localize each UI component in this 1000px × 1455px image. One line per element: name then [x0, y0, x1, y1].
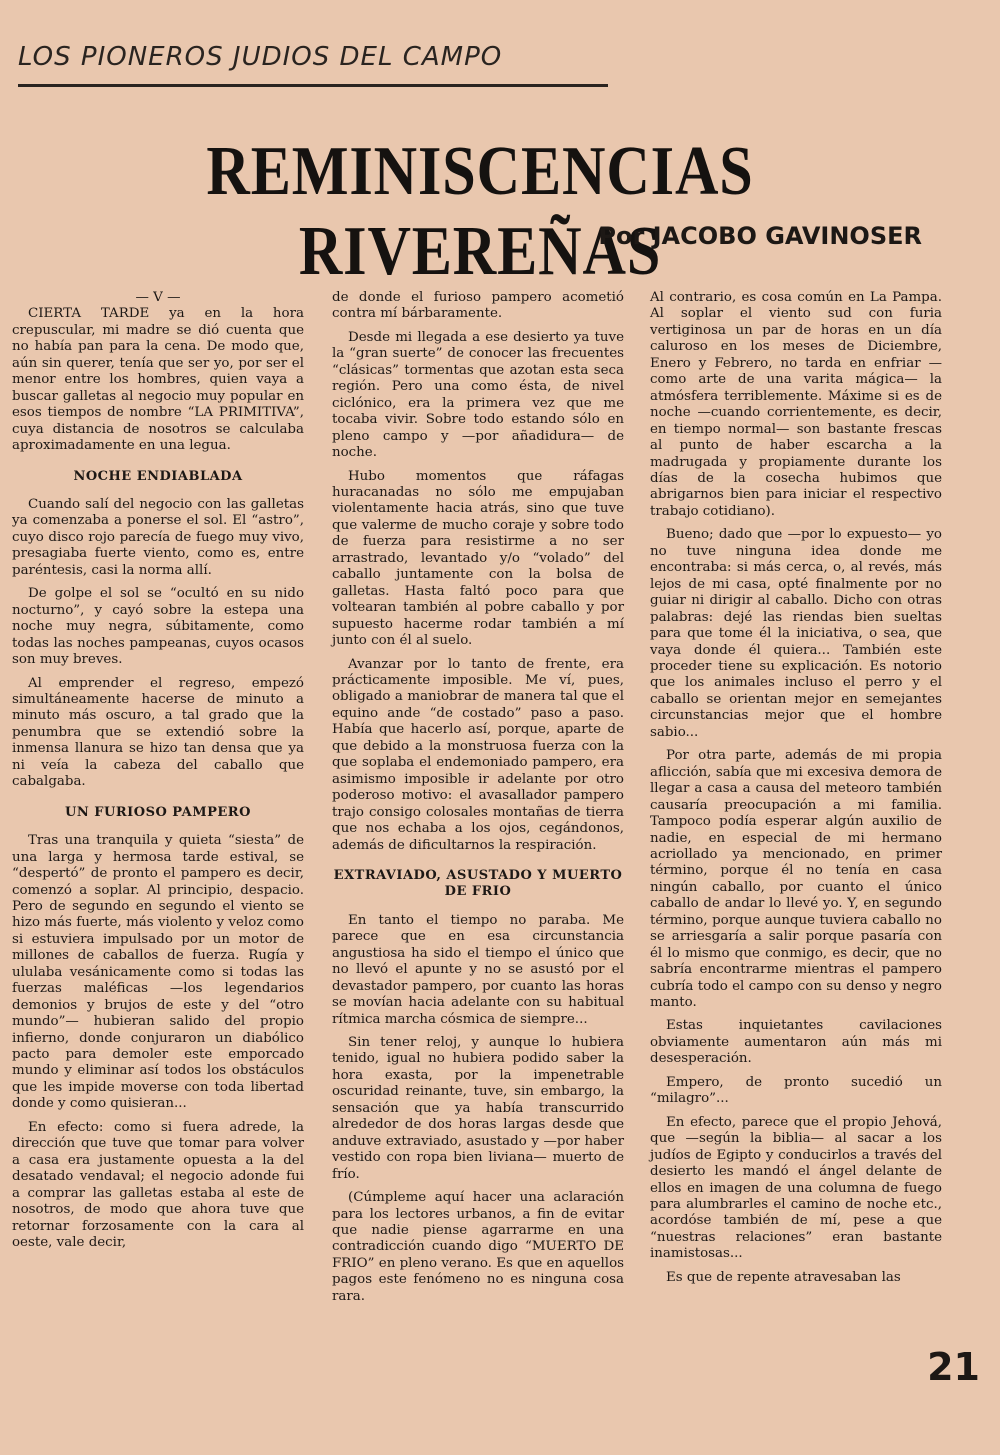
- paragraph: Cuando salí del negocio con las galletas ya comenzaba a ponerse el sol. El “astro”, cuyo disco rojo parecía de fuego muy vivo, presagiaba fuerte viento, como es, entre paréntesis, casi la norma allí.: [12, 496, 304, 578]
- paragraph: Al contrario, es cosa común en La Pampa. Al soplar el viento sud con furia vertiginosa un par de horas en un día caluroso en los meses de Diciembre, Enero y Febrero, no tarda en enfriar —como arte de una varita mágica— la atmósfera terriblemente. Máxime si es de noche —cuando corrientemente, es decir, en tiempo normal— son bastante frescas al punto de haber escarcha a la madrugada y propiamente durante los días de la cosecha hubimos que abrigarnos bien para iniciar el respectivo trabajo cotidiano).: [650, 290, 942, 519]
- paragraph: En tanto el tiempo no paraba. Me parece que en esa circunstancia angustiosa ha sido el tiempo el único que no llevó el apunte y no se asustó por el devastador pampero, por cuanto las horas se movían hacia adelante con su habitual rítmica marcha cósmica de siempre...: [332, 912, 624, 1027]
- paragraph: Por otra parte, además de mi propia aflicción, sabía que mi excesiva demora de llegar a casa a causa del meteoro también causaría preocupación a mi familia. Tampoco podía esperar algún auxilio de nadie, en especial de mi hermano acriollado ya mencionado, en primer término, porque él no tenía en casa ningún caballo, por cuanto el único caballo de andar lo llevé yo. Y, en segundo término, porque aunque tuviera caballo no se arriesgaría a salir porque pasaría con él lo mismo que conmigo, es decir, que no sabría encontrarme mientras el pampero cubría todo el campo con su denso y negro manto.: [650, 748, 942, 1011]
- paragraph: Al emprender el regreso, empezó simultáneamente hacerse de minuto a minuto más oscuro, a tal grado que la penumbra que se extendió sobre la inmensa llanura se hizo tan densa que ya ni veía la cabeza del caballo que cabalgaba.: [12, 675, 304, 790]
- chapter-marker: — V —: [135, 290, 181, 305]
- column-1: [12, 290, 304, 1258]
- paragraph: Es que de repente atravesaban las: [666, 1269, 901, 1285]
- paragraph: En efecto: como si fuera adrede, la dirección que tuve que tomar para volver a casa era justamente opuesta a la del desatado vendaval; el negocio adonde fui a comprar las galletas estaba al este de nosotros, de modo que ahora tuve que retornar forzosamente con la cara al oeste, vale decir,: [12, 1119, 304, 1251]
- paragraph: CIERTA TARDE ya en la hora crepuscular, mi madre se dió cuenta que no había pan para la cena. De modo que, aún sin querer, tenía que ser yo, por ser el menor entre los hombres, quien vaya a buscar galletas al negocio muy popular en esos tiempos de nombre “LA PRIMITIVA”, cuya distancia de nosotros se calculaba aproximadamente en una legua.: [12, 306, 304, 454]
- page-number: 21: [927, 1345, 980, 1389]
- paragraph: De golpe el sol se “ocultó en su nido nocturno”, y cayó sobre la estepa una noche muy negra, súbitamente, como todas las noches pampeanas, cuyos ocasos son muy breves.: [12, 586, 304, 668]
- subheading: EXTRAVIADO, ASUSTADO Y MUERTO DE FRIO: [333, 867, 623, 900]
- paragraph: Sin tener reloj, y aunque lo hubiera tenido, igual no hubiera podido saber la hora exasta, por la impenetrable oscuridad reinante, tuve, sin embargo, la sensación que ya había transcurrido alrededor de dos horas largas desde que anduve extraviado, asustado y —por haber vestido con ropa bien liviana— muerto de frío.: [332, 1035, 624, 1182]
- paragraph: En efecto, parece que el propio Jehová, que —según la biblia— al sacar a los judíos de Egipto y conducirlos a través del desierto les mandó el ángel delante de ellos en imagen de una columna de fuego para alumbrarles el camino de noche etc., acordóse también de mí, pese a que “nuestras relaciones” eran bastante inamistosas...: [650, 1114, 942, 1262]
- column-2: [332, 290, 624, 1312]
- paragraph: Avanzar por lo tanto de frente, era prácticamente imposible. Me ví, pues, obligado a maniobrar de manera tal que el equino ande “de costado” paso a paso. Había que hacerlo así, porque, aparte de que debido a la monstruosa fuerza con la que soplaba el endemoniado pampero, era asimismo imposible ir adelante por otro poderoso motivo: el avasallador pampero trajo consigo colosales montañas de tierra que nos echaba a los ojos, cegándonos, además de dificultarnos la respiración.: [332, 656, 624, 853]
- paragraph: de donde el furioso pampero acometió contra mí bárbaramente.: [332, 290, 624, 322]
- article-title: REMINISCENCIAS RIVEREÑAS: [206, 133, 754, 290]
- byline: Por JACOBO GAVINOSER: [598, 222, 922, 250]
- subheading: NOCHE ENDIABLADA: [73, 468, 243, 484]
- header-rule: [18, 84, 608, 87]
- paragraph: Bueno; dado que —por lo expuesto— yo no tuve ninguna idea donde me encontraba: si más cerca, o, al revés, más lejos de mi casa, opté finalmente por no guiar ni dirigir al caballo. Dicho con otras palabras: dejé las riendas bien sueltas para que tome él la iniciativa, o sea, que vaya donde él quiera... También este proceder tiene su explicación. Es notorio que los animales incluso el perro y el caballo se orientan mejor en semejantes circunstancias mejor que el hombre sabio...: [650, 527, 942, 740]
- paragraph: Desde mi llegada a ese desierto ya tuve la “gran suerte” de conocer las frecuentes “clásicas” tormentas que azotan esta seca región. Pero una como ésta, de nivel ciclónico, era la primera vez que me tocaba vivir. Sobre todo estando sólo en pleno campo y —por añadidura— de noche.: [332, 329, 624, 461]
- paragraph: Hubo momentos que ráfagas huracanadas no sólo me empujaban violentamente hacia atrás, sino que tuve que valerme de mucho coraje y sobre todo de fuerza para resistirme a no ser arrastrado, levantado y/o “volado” del caballo juntamente con la bolsa de galletas. Hasta faltó poco para que voltearan también al pobre caballo y por supuesto hacerme rodar también a mí junto con él al suelo.: [332, 468, 624, 649]
- paragraph: (Cúmpleme aquí hacer una aclaración para los lectores urbanos, a fin de evitar que nadie piense agarrarme en una contradicción cuando digo “MUERTO DE FRIO” en pleno verano. Es que en aquellos pagos este fenómeno no es ninguna cosa rara.: [332, 1190, 624, 1304]
- paragraph: Empero, de pronto sucedió un “milagro”...: [650, 1074, 942, 1107]
- paragraph: Tras una tranquila y quieta “siesta” de una larga y hermosa tarde estival, se “despertó” de pronto el pampero es decir, comenzó a soplar. Al principio, despacio. Pero de segundo en segundo el viento se hizo más fuerte, más violento y veloz como si estuviera impulsado por un motor de millones de caballos de fuerza. Rugía y ululaba vesánicamente como si todas las fuerzas maléficas —los legendarios demonios y brujos de este y del “otro mundo”— hubieran salido del propio infierno, donde conjuraron un diabólico pacto para demoler este emporcado mundo y eliminar así todos los obstáculos que les impide moverse con toda libertad donde y como quisieran...: [12, 833, 304, 1112]
- column-3: [650, 290, 942, 1293]
- section-header: LOS PIONEROS JUDIOS DEL CAMPO: [18, 42, 503, 72]
- paragraph: Estas inquietantes cavilaciones obviamente aumentaron aún más mi desesperación.: [650, 1018, 942, 1067]
- subheading: UN FURIOSO PAMPERO: [65, 804, 251, 820]
